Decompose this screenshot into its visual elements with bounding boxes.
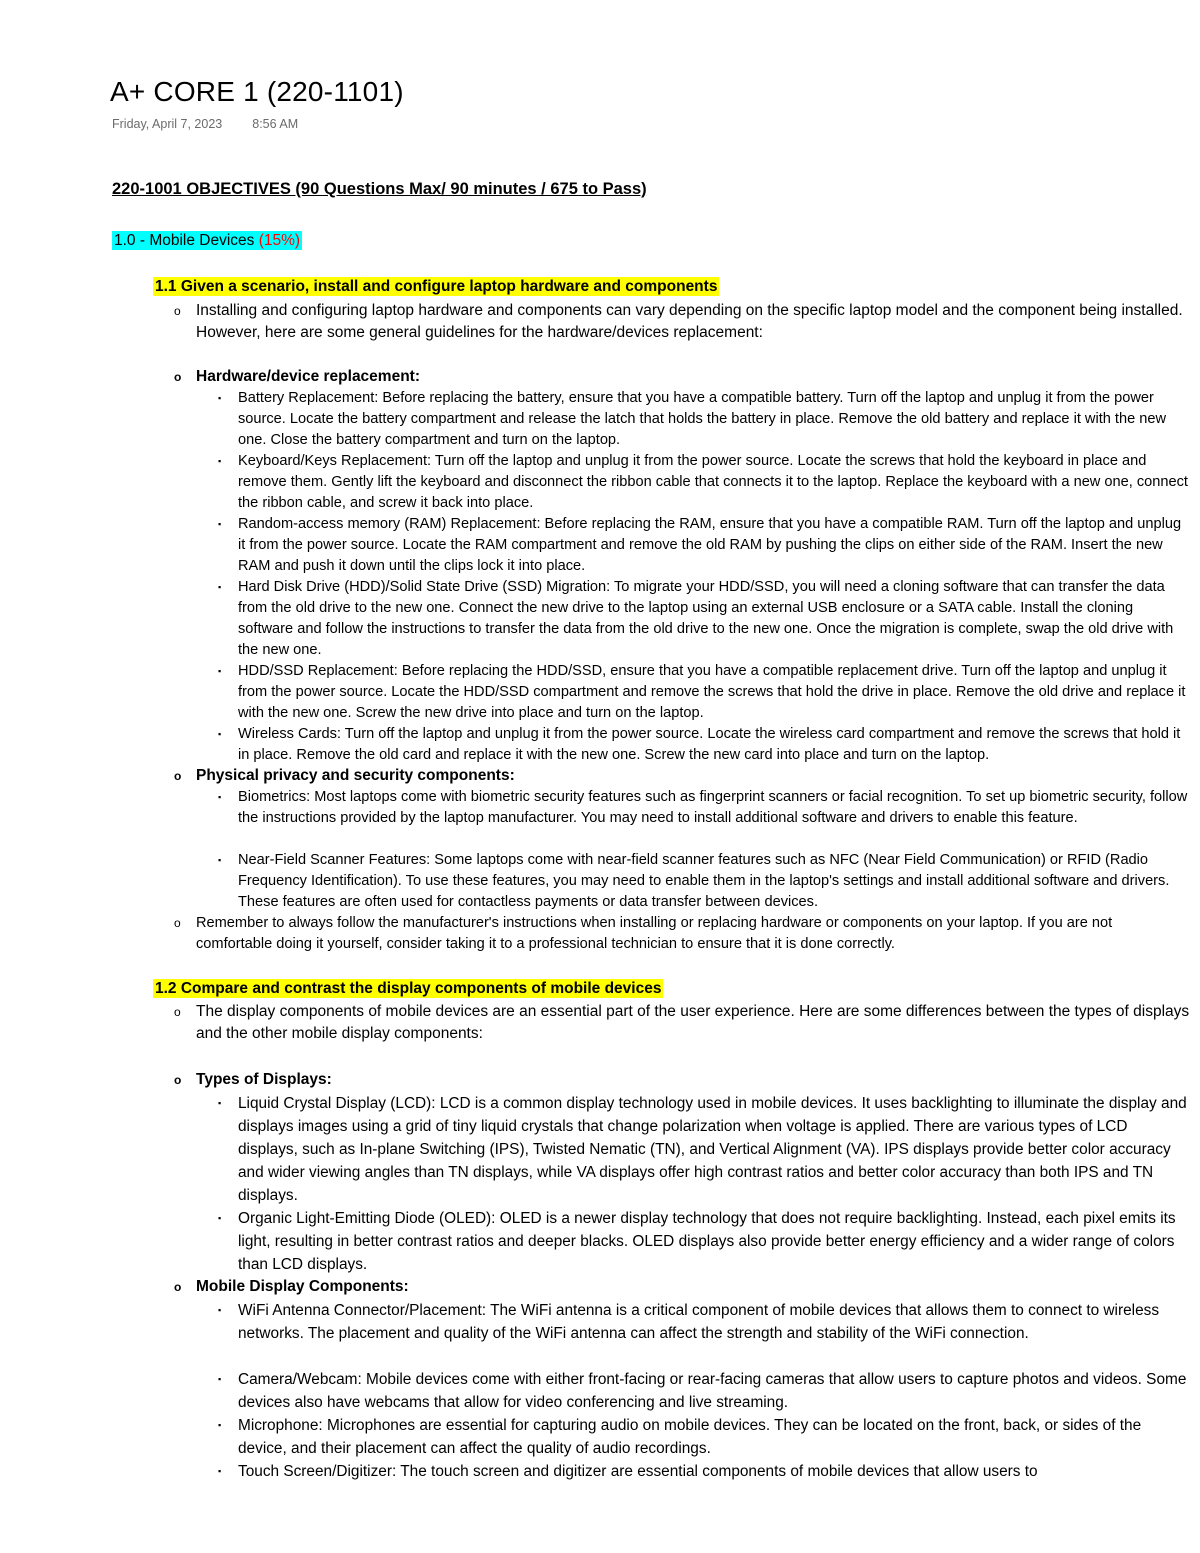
- circle-bullet-icon: o: [174, 1280, 182, 1294]
- privacy-heading-text: Physical privacy and security components:: [196, 767, 515, 784]
- list-item: [218, 1092, 1190, 1207]
- privacy-heading: [174, 765, 1190, 787]
- list-item-text: Battery Replacement: Before replacing the battery, ensure that you have a compatible battery. Turn off the laptop and unplug it from the power source. Locate the battery compartment and release the latch that holds the battery in place. Remove the old battery and replace it with the new one. Close the battery compartment and turn on the laptop.: [238, 390, 1167, 448]
- list-item: [218, 661, 1190, 724]
- list-item-text: Liquid Crystal Display (LCD): LCD is a common display technology used in mobile devices. It uses backlighting to illuminate the display and displays images using a grid of tiny liquid crystals that change polarization when voltage is applied. There are various types of LCD displays, such as In-plane Switching (IPS), Twisted Nematic (TN), and Vertical Alignment (VA). IPS displays provide better color accuracy and wider viewing angles than TN displays, while VA displays offer high contrast ratios and better color accuracy than both IPS and TN displays.: [238, 1095, 1187, 1204]
- hardware-heading-text: Hardware/device replacement:: [196, 368, 420, 385]
- square-bullet-icon: ▪: [218, 456, 222, 466]
- types-heading-text: Types of Displays:: [196, 1071, 332, 1088]
- list-item: [218, 451, 1190, 514]
- page-time: 8:56 AM: [252, 117, 299, 131]
- square-bullet-icon: ▪: [218, 1305, 222, 1315]
- list-item: [218, 787, 1190, 829]
- circle-bullet-icon: o: [174, 304, 181, 318]
- section-1-2-highlight: 1.2 Compare and contrast the display components of mobile devices: [155, 980, 662, 997]
- square-bullet-icon: ▪: [218, 519, 222, 529]
- page-dateline: [112, 117, 298, 131]
- list-item: [218, 724, 1190, 766]
- square-bullet-icon: ▪: [218, 1466, 222, 1476]
- list-item-text: Organic Light-Emitting Diode (OLED): OLED is a newer display technology that does not require backlighting. Instead, each pixel emits its light, resulting in better contrast ratios and deeper blacks. OLED displays also provide better energy efficiency and a wider range of colors than LCD displays.: [238, 1210, 1176, 1273]
- list-item: [218, 1299, 1190, 1345]
- section-1-1-intro: [174, 300, 1190, 344]
- page-title: A+ CORE 1 (220-1101): [110, 76, 404, 107]
- components-heading: [174, 1276, 1190, 1298]
- domain-label: 1.0 - Mobile Devices: [114, 232, 255, 249]
- section-1-2-intro: [174, 1001, 1190, 1045]
- domain-heading: [112, 232, 302, 250]
- list-item: [218, 850, 1190, 913]
- intro-text: Installing and configuring laptop hardware and components can vary depending on the specific laptop model and the component being installed. However, here are some general guidelines for the hardware/devices replacement:: [196, 302, 1183, 341]
- domain-percent: (15%): [258, 232, 301, 249]
- circle-bullet-icon: o: [174, 1005, 181, 1019]
- domain-highlight: [112, 231, 302, 250]
- list-item: [218, 514, 1190, 577]
- list-item-text: WiFi Antenna Connector/Placement: The WiFi antenna is a critical component of mobile devices that allows them to connect to wireless networks. The placement and quality of the WiFi antenna can affect the strength and stability of the WiFi connection.: [238, 1302, 1160, 1342]
- list-item-text: Hard Disk Drive (HDD)/Solid State Drive (SSD) Migration: To migrate your HDD/SSD, you will need a cloning software that can transfer the data from the old drive to the new one. Connect the new drive to the laptop using an external USB enclosure or a SATA cable. Install the cloning software and follow the instructions to transfer the data from the old drive to the new one. Once the migration is complete, swap the old drive with the new one.: [238, 579, 1174, 658]
- section-1-1-highlight: 1.1 Given a scenario, install and configure laptop hardware and components: [155, 278, 718, 295]
- components-heading-text: Mobile Display Components:: [196, 1278, 409, 1295]
- list-item-text: Microphone: Microphones are essential for capturing audio on mobile devices. They can be located on the front, back, or sides of the device, and their placement can affect the quality of audio recordings.: [238, 1417, 1142, 1457]
- circle-bullet-icon: o: [174, 769, 182, 783]
- reminder: [174, 913, 1190, 955]
- list-item-text: Keyboard/Keys Replacement: Turn off the laptop and unplug it from the power source. Locate the screws that hold the keyboard in place and remove them. Gently lift the keyboard and disconnect the ribbon cable that connects it to the laptop. Replace the keyboard with a new one, connect the ribbon cable, and screw it back into place.: [238, 453, 1188, 511]
- list-item-text: Camera/Webcam: Mobile devices come with either front-facing or rear-facing cameras that allow users to capture photos and videos. Some devices also have webcams that allow for video conferencing and live streaming.: [238, 1371, 1187, 1411]
- list-item: [218, 577, 1190, 661]
- list-item-text: Wireless Cards: Turn off the laptop and unplug it from the power source. Locate the wireless card compartment and remove the screws that hold it in place. Remove the old card and replace it with the new one. Screw the new card into place and turn on the laptop.: [238, 726, 1181, 763]
- list-item-text: Near-Field Scanner Features: Some laptops come with near-field scanner features such as NFC (Near Field Communication) or RFID (Radio Frequency Identification). To use these features, you may need to enable them in the laptop's settings and install additional software and drivers. These features are often used for contactless payments or data transfer between devices.: [238, 852, 1170, 910]
- circle-bullet-icon: o: [174, 370, 182, 384]
- list-item-text: HDD/SSD Replacement: Before replacing the HDD/SSD, ensure that you have a compatible replacement drive. Turn off the laptop and unplug it from the power source. Locate the HDD/SSD compartment and remove the screws that hold the drive in place. Remove the old drive and replace it with the new one. Screw the new drive into place and turn on the laptop.: [238, 663, 1186, 721]
- circle-bullet-icon: o: [174, 916, 181, 930]
- objectives-heading: 220-1001 OBJECTIVES (90 Questions Max/ 90 minutes / 675 to Pass): [112, 180, 647, 198]
- square-bullet-icon: ▪: [218, 582, 222, 592]
- intro-text: The display components of mobile devices are an essential part of the user experience. Here are some differences between the types of displays and the other mobile display components:: [196, 1003, 1190, 1042]
- square-bullet-icon: ▪: [218, 666, 222, 676]
- square-bullet-icon: ▪: [218, 855, 222, 865]
- square-bullet-icon: ▪: [218, 792, 222, 802]
- reminder-text: Remember to always follow the manufacturer's instructions when installing or replacing hardware or components on your laptop. If you are not comfortable doing it yourself, consider taking it to a professional technician to ensure that it is done correctly.: [196, 915, 1113, 952]
- square-bullet-icon: ▪: [218, 1213, 222, 1223]
- hardware-heading: [174, 366, 1190, 388]
- page-date: Friday, April 7, 2023: [112, 117, 223, 131]
- section-1-2-heading: [153, 980, 663, 998]
- list-item: [218, 1207, 1190, 1276]
- list-item: [218, 1368, 1190, 1414]
- list-item: [218, 1460, 1190, 1483]
- square-bullet-icon: ▪: [218, 1374, 222, 1384]
- list-item-text: Touch Screen/Digitizer: The touch screen and digitizer are essential components of mobile devices that allow users to: [238, 1463, 1038, 1480]
- types-heading: [174, 1069, 1190, 1091]
- list-item: [218, 1414, 1190, 1460]
- square-bullet-icon: ▪: [218, 1420, 222, 1430]
- square-bullet-icon: ▪: [218, 1098, 222, 1108]
- list-item: [218, 388, 1190, 451]
- list-item-text: Random-access memory (RAM) Replacement: Before replacing the RAM, ensure that you have a compatible RAM. Turn off the laptop and unplug it from the power source. Locate the RAM compartment and remove the old RAM by pushing the clips on either side of the RAM. Insert the new RAM and push it down until the clips lock it into place.: [238, 516, 1182, 574]
- circle-bullet-icon: o: [174, 1073, 182, 1087]
- section-1-1-heading: [153, 278, 719, 296]
- list-item-text: Biometrics: Most laptops come with biometric security features such as fingerprint scanners or facial recognition. To set up biometric security, follow the instructions provided by the laptop manufacturer. You may need to install additional software and drivers to enable this feature.: [238, 789, 1188, 826]
- square-bullet-icon: ▪: [218, 393, 222, 403]
- square-bullet-icon: ▪: [218, 729, 222, 739]
